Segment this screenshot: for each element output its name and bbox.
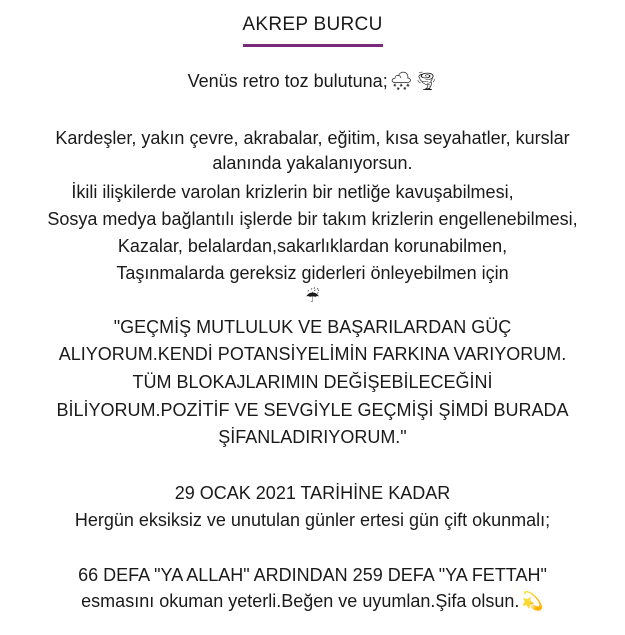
- paragraph-line-4: Sosya medya bağlantılı işlerde bir takım krizlerin engellenebilmesi,: [47, 209, 578, 229]
- subtitle-line: [0, 69, 625, 93]
- paragraph-line-6: Taşınmalarda gereksiz giderleri önleyebilmen için: [116, 263, 509, 283]
- affirmation-line-1: "GEÇMİŞ MUTLULUK VE BAŞARILARDAN GÜÇ: [113, 317, 512, 337]
- subtitle-text: Venüs retro toz bulutuna;: [187, 71, 388, 91]
- affirmation-line-5: ŞİFANLADIRIYORUM.": [218, 427, 407, 447]
- snow-cloud-icon: 🌨: [389, 71, 413, 91]
- instruction-line: Hergün eksiksiz ve unutulan günler ertesi gün çift okunmalı;: [74, 510, 551, 530]
- affirmation-line-2: ALIYORUM.KENDİ POTANSİYELİMİN FARKINA VARIYORUM.: [58, 344, 567, 364]
- date-line: 29 OCAK 2021 TARİHİNE KADAR: [174, 483, 451, 503]
- paragraph-line-2: alanında yakalanıyorsun.: [212, 153, 413, 173]
- paragraph-line-1: Kardeşler, yakın çevre, akrabalar, eğitim, kısa seyahatler, kurslar: [55, 128, 570, 148]
- affirmation-line-4: BİLİYORUM.POZİTİF VE SEVGİYLE GEÇMİŞİ ŞİMDİ BURADA: [56, 400, 569, 420]
- affirmation-line-3: TÜM BLOKAJLARIMIN DEĞİŞEBİLECEĞİNİ: [132, 372, 493, 392]
- closing-line: [0, 589, 625, 613]
- tornado-icon: 🌪: [414, 71, 438, 91]
- closing-text: esmasını okuman yeterli.Beğen ve uyumlan.Şifa olsun.: [81, 591, 520, 611]
- count-line: 66 DEFA "YA ALLAH" ARDINDAN 259 DEFA "YA FETTAH": [78, 565, 547, 585]
- page-title: AKREP BURCU: [242, 14, 383, 35]
- dizzy-star-icon: 💫: [521, 591, 544, 611]
- paragraph-line-3: İkili ilişkilerde varolan krizlerin bir netliğe kavuşabilmesi,: [71, 182, 514, 202]
- paragraph-line-5: Kazalar, belalardan,sakarlıklardan korunabilmen,: [117, 236, 508, 256]
- title-underline: [243, 44, 383, 47]
- umbrella-icon: ☔: [305, 289, 320, 306]
